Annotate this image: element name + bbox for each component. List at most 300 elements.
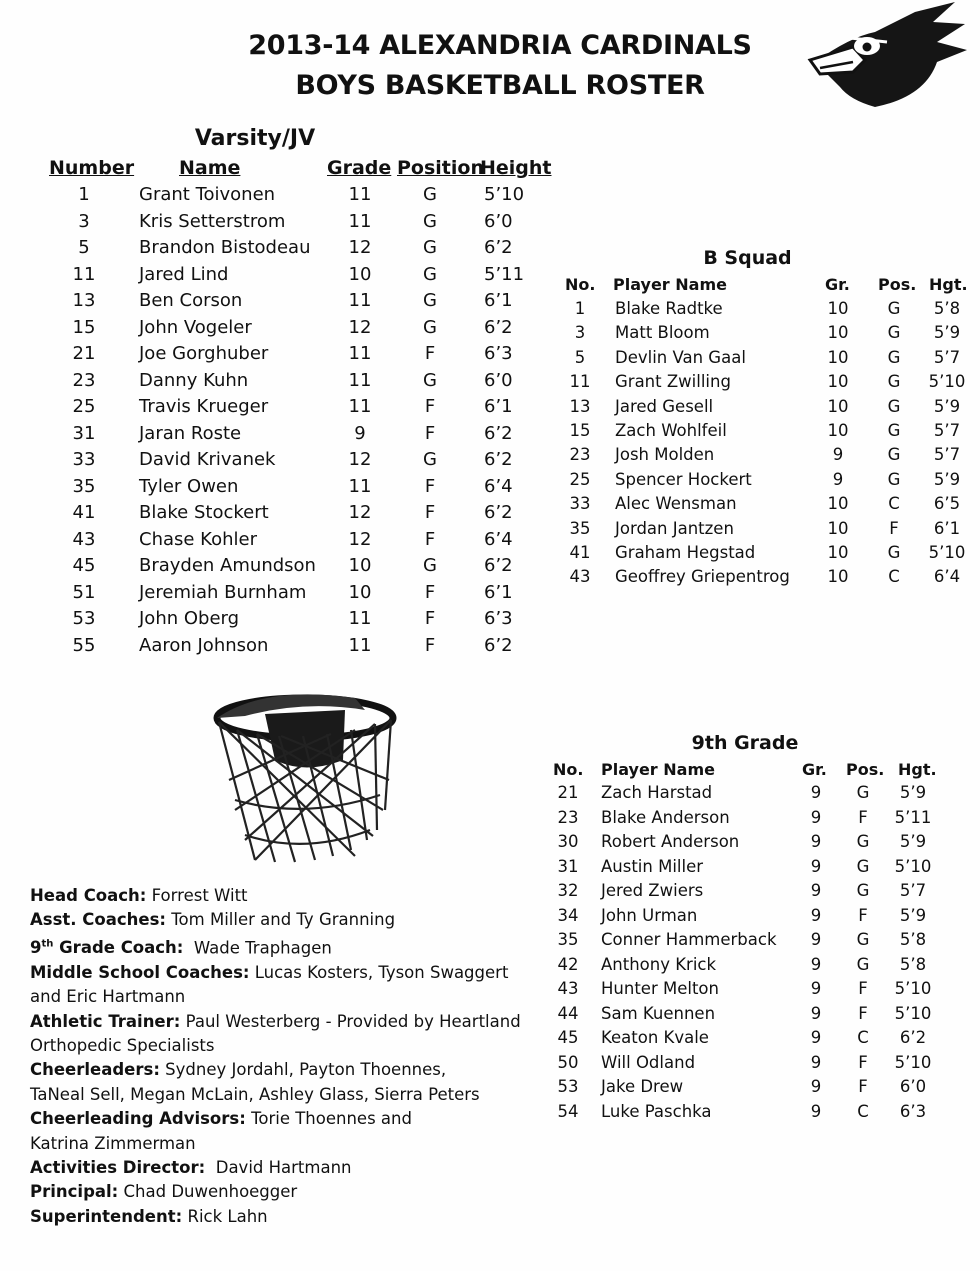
height-cell: 5’7 [933, 347, 961, 367]
position-cell: G [423, 290, 437, 311]
grade-cell: 9 [810, 930, 822, 949]
position-cell: G [887, 543, 901, 562]
number-cell: 54 [557, 1101, 579, 1121]
varsity-row [0, 449, 560, 476]
height-cell: 6’1 [484, 290, 513, 311]
name-cell: Danny Kuhn [139, 369, 249, 391]
height-cell: 6’2 [484, 555, 513, 576]
height-cell: 5’11 [484, 263, 525, 285]
position-cell: F [424, 475, 436, 497]
ninth-col-name: Player Name [601, 760, 715, 779]
varsity-row [0, 317, 560, 344]
number-cell: 32 [557, 881, 579, 900]
grade-cell: 12 [348, 316, 372, 338]
name-cell: Jered Zwiers [601, 881, 704, 900]
number-cell: 43 [557, 979, 579, 998]
position-cell: F [858, 979, 868, 998]
height-cell: 5’9 [899, 783, 927, 802]
position-cell: G [887, 396, 901, 416]
ms-coaches-line-2: and Eric Hartmann [30, 987, 186, 1007]
ninth-grade-row [553, 808, 953, 833]
number-cell: 53 [557, 1077, 579, 1096]
name-cell: John Urman [601, 905, 698, 925]
number-cell: 33 [72, 449, 96, 470]
grade-cell: 12 [348, 449, 372, 470]
name-cell: Graham Hegstad [615, 543, 756, 562]
b-squad-col-pos: Pos. [878, 275, 917, 294]
position-cell: G [423, 263, 437, 285]
title-line-1: 2013-14 ALEXANDRIA CARDINALS [248, 30, 752, 61]
varsity-row [0, 184, 560, 211]
varsity-col-number: Number [49, 157, 135, 179]
position-cell: C [857, 1028, 869, 1047]
grade-cell: 9 [810, 905, 822, 925]
name-cell: David Krivanek [139, 449, 276, 470]
b-squad-row [565, 567, 975, 592]
b-squad-row [565, 494, 975, 519]
grade-cell: 9 [810, 1101, 822, 1121]
grade-cell: 9 [810, 1003, 822, 1023]
name-cell: Jaran Roste [139, 422, 242, 444]
height-cell: 6’4 [933, 567, 961, 587]
grade-cell: 9 [810, 1052, 822, 1072]
number-cell: 15 [72, 316, 96, 338]
position-cell: G [423, 555, 437, 576]
basketball-hoop-icon [205, 690, 405, 870]
name-cell: Travis Krueger [139, 396, 269, 417]
height-cell: 5’10 [894, 1052, 932, 1072]
b-squad-row [565, 372, 975, 397]
position-cell: F [424, 581, 436, 603]
ninth-grade-row [553, 1077, 953, 1102]
number-cell: 33 [569, 494, 591, 514]
b-squad-row [565, 519, 975, 544]
varsity-row [0, 370, 560, 397]
asst-coaches-line: Asst. Coaches: Tom Miller and Ty Granning [30, 910, 396, 930]
varsity-row [0, 211, 560, 238]
varsity-row [0, 608, 560, 635]
grade-cell: 10 [827, 396, 849, 416]
grade-cell: 9 [810, 954, 822, 974]
number-cell: 23 [72, 369, 96, 391]
name-cell: Blake Stockert [139, 502, 269, 523]
height-cell: 5’9 [899, 905, 927, 925]
height-cell: 5’9 [933, 396, 961, 416]
grade-cell: 9 [810, 881, 822, 900]
grade-cell: 10 [348, 581, 372, 603]
ninth-col-no: No. [553, 760, 584, 779]
height-cell: 6’2 [484, 502, 513, 523]
height-cell: 5’10 [484, 184, 525, 205]
number-cell: 41 [569, 543, 591, 562]
grade-cell: 10 [827, 347, 849, 367]
height-cell: 5’7 [933, 421, 961, 440]
name-cell: Alec Wensman [615, 494, 737, 514]
name-cell: Jordan Jantzen [615, 518, 734, 538]
position-cell: C [888, 494, 900, 514]
ninth-col-gr: Gr. [802, 760, 827, 779]
number-cell: 21 [557, 783, 579, 802]
varsity-row [0, 423, 560, 450]
grade-cell: 9 [810, 979, 822, 998]
position-cell: G [423, 449, 437, 470]
grade-cell: 10 [827, 323, 849, 343]
varsity-row [0, 502, 560, 529]
number-cell: 5 [78, 237, 90, 258]
position-cell: G [856, 832, 870, 851]
name-cell: Conner Hammerback [601, 930, 777, 949]
b-squad-row [565, 397, 975, 422]
varsity-title: Varsity/JV [194, 126, 316, 151]
position-cell: G [887, 323, 901, 343]
number-cell: 30 [557, 832, 579, 851]
ninth-grade-row [553, 783, 953, 808]
height-cell: 5’9 [899, 832, 927, 851]
varsity-row [0, 290, 560, 317]
name-cell: Brayden Amundson [139, 555, 316, 576]
ninth-grade-row [553, 857, 953, 882]
number-cell: 41 [72, 502, 96, 523]
position-cell: F [424, 634, 436, 656]
number-cell: 35 [569, 518, 591, 538]
height-cell: 6’4 [484, 475, 513, 497]
position-cell: F [424, 422, 436, 444]
b-squad-row [565, 421, 975, 446]
grade-cell: 12 [348, 528, 372, 550]
varsity-row [0, 582, 560, 609]
name-cell: Will Odland [601, 1052, 696, 1072]
grade-cell: 11 [348, 396, 372, 417]
grade-cell: 11 [348, 210, 372, 232]
number-cell: 23 [569, 445, 591, 465]
position-cell: G [887, 421, 901, 440]
name-cell: Jared Lind [139, 263, 229, 285]
height-cell: 5’10 [928, 543, 966, 562]
position-cell: G [887, 445, 901, 465]
varsity-row [0, 555, 560, 582]
grade-cell: 11 [348, 634, 372, 656]
height-cell: 5’11 [894, 807, 932, 827]
position-cell: G [423, 237, 437, 258]
b-squad-col-hgt: Hgt. [929, 275, 968, 294]
height-cell: 6’2 [899, 1028, 927, 1047]
position-cell: G [856, 783, 870, 802]
grade-cell: 9 [354, 422, 366, 444]
number-cell: 35 [72, 475, 96, 497]
grade-cell: 10 [827, 543, 849, 562]
name-cell: Brandon Bistodeau [139, 237, 311, 258]
number-cell: 42 [557, 954, 579, 974]
height-cell: 5’8 [899, 930, 927, 949]
number-cell: 11 [72, 263, 96, 285]
b-squad-row [565, 348, 975, 373]
number-cell: 53 [72, 608, 96, 629]
name-cell: Jared Gesell [615, 396, 714, 416]
position-cell: F [858, 905, 868, 925]
height-cell: 6’2 [484, 449, 513, 470]
position-cell: G [423, 369, 437, 391]
height-cell: 6’4 [484, 528, 513, 550]
name-cell: Robert Anderson [601, 832, 740, 851]
grade-cell: 10 [827, 518, 849, 538]
name-cell: Zach Wohlfeil [615, 421, 727, 440]
ninth-coach-line: 9th Grade Coach: Wade Traphagen [30, 938, 332, 958]
b-squad-col-gr: Gr. [825, 275, 850, 294]
varsity-row [0, 476, 560, 503]
ninth-grade-title: 9th Grade [691, 732, 799, 754]
cardinal-head-icon [805, 2, 970, 112]
number-cell: 50 [557, 1052, 579, 1072]
name-cell: Blake Anderson [601, 807, 730, 827]
height-cell: 6’3 [899, 1101, 927, 1121]
ninth-grade-row [553, 1028, 953, 1053]
number-cell: 1 [574, 299, 586, 318]
grade-cell: 9 [832, 445, 844, 465]
grade-cell: 11 [348, 290, 372, 311]
number-cell: 45 [557, 1028, 579, 1047]
varsity-col-name: Name [179, 157, 241, 179]
ninth-grade-row [553, 881, 953, 906]
b-squad-row [565, 299, 975, 324]
height-cell: 6’2 [484, 316, 513, 338]
height-cell: 6’1 [933, 518, 961, 538]
position-cell: G [856, 930, 870, 949]
staff-list [30, 884, 520, 1229]
height-cell: 6’0 [899, 1077, 927, 1096]
grade-cell: 10 [827, 372, 849, 392]
height-cell: 6’1 [484, 396, 513, 417]
number-cell: 31 [557, 856, 579, 876]
cheer-advisors-line-2: Katrina Zimmerman [30, 1133, 196, 1153]
position-cell: F [424, 528, 436, 550]
position-cell: G [856, 856, 870, 876]
height-cell: 6’2 [484, 422, 513, 444]
name-cell: Ben Corson [139, 290, 243, 311]
grade-cell: 9 [832, 469, 844, 489]
name-cell: Geoffrey Griepentrog [615, 567, 790, 587]
height-cell: 5’8 [899, 954, 927, 974]
position-cell: G [856, 881, 870, 900]
name-cell: Austin Miller [601, 856, 704, 876]
position-cell: G [887, 299, 901, 318]
grade-cell: 10 [348, 555, 372, 576]
height-cell: 6’2 [484, 634, 513, 656]
ninth-col-pos: Pos. [846, 760, 885, 779]
number-cell: 11 [569, 372, 591, 392]
trainer-line: Athletic Trainer: Paul Westerberg - Provided by Heartland [30, 1011, 521, 1031]
cheerleaders-line: Cheerleaders: Sydney Jordahl, Payton Thoennes, [30, 1060, 447, 1080]
name-cell: Grant Zwilling [615, 372, 731, 392]
ninth-grade-row [553, 1053, 953, 1078]
height-cell: 5’9 [933, 469, 961, 489]
number-cell: 43 [569, 567, 591, 587]
name-cell: Spencer Hockert [615, 469, 752, 489]
position-cell: G [887, 347, 901, 367]
varsity-row [0, 396, 560, 423]
name-cell: John Oberg [139, 608, 240, 629]
grade-cell: 9 [810, 783, 822, 802]
cheer-advisors-line: Cheerleading Advisors: Torie Thoennes and [30, 1109, 412, 1129]
number-cell: 35 [557, 930, 579, 949]
grade-cell: 9 [810, 1077, 822, 1096]
varsity-row [0, 237, 560, 264]
number-cell: 23 [557, 807, 579, 827]
height-cell: 6’5 [933, 494, 961, 514]
ninth-grade-row [553, 979, 953, 1004]
number-cell: 25 [569, 469, 591, 489]
name-cell: Luke Paschka [601, 1101, 712, 1121]
b-squad-col-name: Player Name [613, 275, 727, 294]
name-cell: Jeremiah Burnham [139, 581, 307, 603]
height-cell: 5’10 [928, 372, 966, 392]
position-cell: G [423, 184, 437, 205]
number-cell: 21 [72, 343, 96, 364]
number-cell: 13 [72, 290, 96, 311]
position-cell: F [858, 1003, 868, 1023]
number-cell: 3 [78, 210, 90, 232]
position-cell: G [423, 210, 437, 232]
ninth-col-hgt: Hgt. [898, 760, 937, 779]
number-cell: 15 [569, 421, 591, 440]
name-cell: Devlin Van Gaal [615, 347, 746, 367]
varsity-col-height: Height [480, 157, 552, 179]
b-squad-title: B Squad [703, 247, 792, 269]
height-cell: 6’0 [484, 210, 513, 232]
position-cell: F [424, 608, 436, 629]
name-cell: Grant Toivonen [139, 184, 276, 205]
height-cell: 5’10 [894, 1003, 932, 1023]
number-cell: 34 [557, 905, 579, 925]
b-squad-row [565, 445, 975, 470]
grade-cell: 12 [348, 502, 372, 523]
number-cell: 43 [72, 528, 96, 550]
grade-cell: 10 [827, 299, 849, 318]
height-cell: 6’0 [484, 369, 513, 391]
grade-cell: 9 [810, 856, 822, 876]
grade-cell: 9 [810, 1028, 822, 1047]
grade-cell: 11 [348, 369, 372, 391]
number-cell: 44 [557, 1003, 579, 1023]
height-cell: 6’1 [484, 581, 513, 603]
grade-cell: 11 [348, 475, 372, 497]
grade-cell: 9 [810, 807, 822, 827]
position-cell: F [424, 502, 436, 523]
superintendent-line: Superintendent: Rick Lahn [30, 1206, 268, 1226]
height-cell: 5’9 [933, 323, 961, 343]
varsity-col-position: Position [397, 157, 484, 179]
height-cell: 5’7 [933, 445, 961, 465]
number-cell: 5 [574, 347, 586, 367]
cheerleaders-line-2: TaNeal Sell, Megan McLain, Ashley Glass, Sierra Peters [30, 1084, 480, 1104]
name-cell: Hunter Melton [601, 979, 719, 998]
height-cell: 5’8 [933, 299, 961, 318]
b-squad-row [565, 470, 975, 495]
grade-cell: 11 [348, 184, 372, 205]
height-cell: 6’2 [484, 237, 513, 258]
grade-cell: 9 [810, 832, 822, 851]
name-cell: Josh Molden [615, 445, 715, 465]
number-cell: 1 [78, 184, 90, 205]
height-cell: 6’3 [484, 608, 513, 629]
name-cell: Blake Radtke [615, 299, 723, 318]
position-cell: F [858, 1052, 868, 1072]
name-cell: Aaron Johnson [139, 634, 269, 656]
number-cell: 25 [72, 396, 96, 417]
trainer-line-2: Orthopedic Specialists [30, 1035, 215, 1055]
varsity-row [0, 529, 560, 556]
title-line-2: BOYS BASKETBALL ROSTER [295, 70, 705, 101]
position-cell: G [887, 469, 901, 489]
activities-director-line: Activities Director: David Hartmann [30, 1157, 352, 1177]
position-cell: G [887, 372, 901, 392]
grade-cell: 12 [348, 237, 372, 258]
position-cell: F [889, 518, 899, 538]
number-cell: 45 [72, 555, 96, 576]
ninth-grade-row [553, 1004, 953, 1029]
grade-cell: 10 [348, 263, 372, 285]
principal-line: Principal: Chad Duwenhoegger [30, 1182, 298, 1202]
number-cell: 3 [574, 323, 586, 343]
ninth-grade-row [553, 1102, 953, 1127]
height-cell: 5’10 [894, 979, 932, 998]
b-squad-col-no: No. [565, 275, 596, 294]
name-cell: Sam Kuennen [601, 1003, 716, 1023]
position-cell: G [856, 954, 870, 974]
varsity-row [0, 635, 560, 662]
ninth-grade-row [553, 906, 953, 931]
head-coach-line: Head Coach: Forrest Witt [30, 886, 248, 905]
varsity-col-grade: Grade [327, 157, 392, 179]
position-cell: F [858, 807, 868, 827]
ninth-grade-row [553, 832, 953, 857]
position-cell: F [424, 396, 436, 417]
grade-cell: 10 [827, 567, 849, 587]
height-cell: 6’3 [484, 343, 513, 364]
position-cell: G [423, 316, 437, 338]
name-cell: Kris Setterstrom [139, 210, 286, 232]
position-cell: C [888, 567, 900, 587]
grade-cell: 11 [348, 608, 372, 629]
position-cell: C [857, 1101, 869, 1121]
name-cell: Matt Bloom [615, 323, 710, 343]
number-cell: 13 [569, 396, 591, 416]
b-squad-row [565, 543, 975, 568]
ninth-grade-row [553, 955, 953, 980]
ms-coaches-line: Middle School Coaches: Lucas Kosters, Tyson Swaggert [30, 962, 509, 982]
name-cell: Zach Harstad [601, 783, 713, 802]
ninth-grade-row [553, 930, 953, 955]
varsity-row [0, 264, 560, 291]
number-cell: 55 [72, 634, 96, 656]
grade-cell: 10 [827, 421, 849, 440]
name-cell: Tyler Owen [139, 475, 239, 497]
number-cell: 31 [72, 422, 96, 444]
name-cell: Anthony Krick [601, 954, 717, 974]
name-cell: Keaton Kvale [601, 1028, 709, 1047]
name-cell: John Vogeler [139, 316, 252, 338]
height-cell: 5’7 [899, 881, 927, 900]
height-cell: 5’10 [894, 856, 932, 876]
grade-cell: 10 [827, 494, 849, 514]
b-squad-row [565, 323, 975, 348]
varsity-row [0, 343, 560, 370]
position-cell: F [858, 1077, 868, 1096]
position-cell: F [424, 343, 436, 364]
name-cell: Jake Drew [601, 1077, 684, 1096]
grade-cell: 11 [348, 343, 372, 364]
name-cell: Joe Gorghuber [139, 343, 269, 364]
name-cell: Chase Kohler [139, 528, 257, 550]
